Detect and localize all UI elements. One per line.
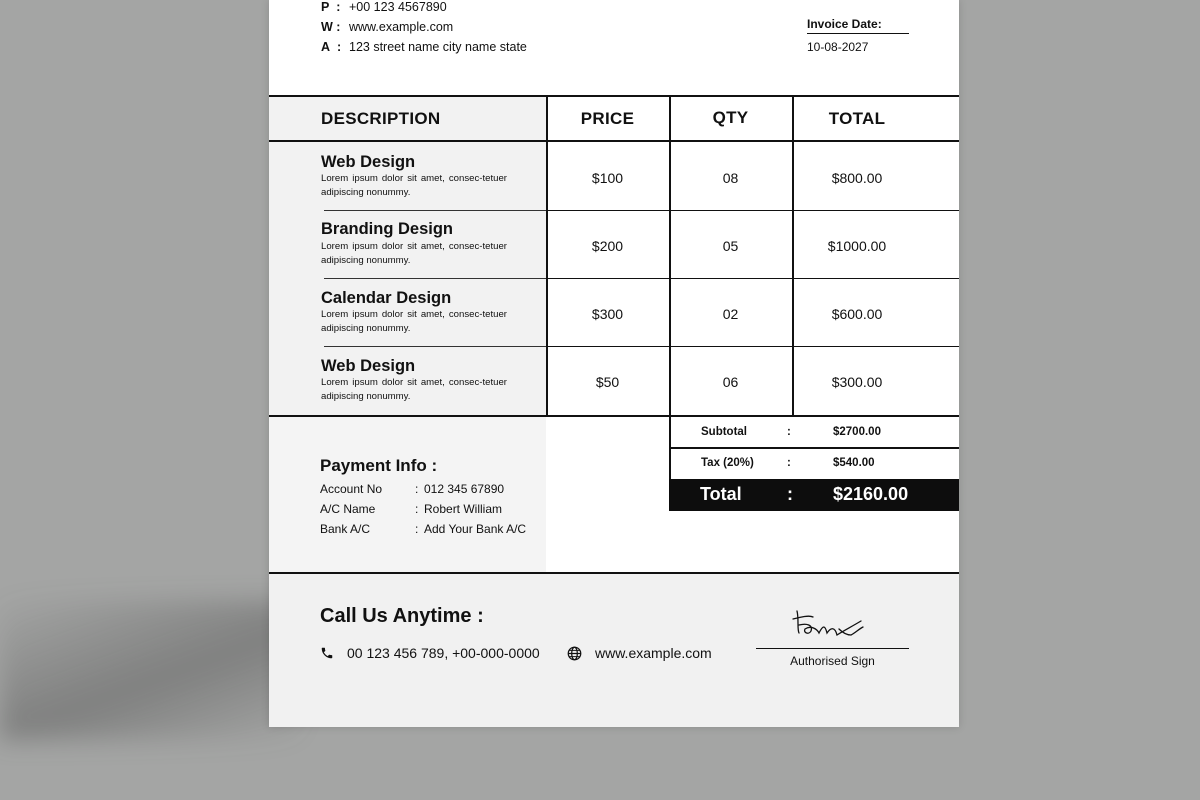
item-total: $1000.00 xyxy=(827,238,887,254)
column-divider xyxy=(546,95,548,416)
item-qty: 02 xyxy=(722,306,739,322)
summary-separator xyxy=(669,447,959,449)
row-separator xyxy=(324,346,548,347)
footer-website: www.example.com xyxy=(595,645,712,661)
item-title: Web Design xyxy=(321,357,416,375)
item-title: Calendar Design xyxy=(321,289,452,307)
item-total: $300.00 xyxy=(831,374,883,390)
row-separator xyxy=(546,278,959,279)
item-qty: 08 xyxy=(722,170,739,186)
payment-ac-name: A/C Name : Robert William xyxy=(320,502,503,516)
subtotal-colon: : xyxy=(787,426,791,438)
item-qty: 06 xyxy=(722,374,739,390)
header-qty: QTY xyxy=(712,108,749,127)
subtotal-row: Subtotal xyxy=(701,426,747,438)
total-bar xyxy=(669,479,959,511)
table-top-border xyxy=(269,95,959,97)
item-description: Lorem ipsum dolor sit amet, consec-tetuer adipiscing nonummy. xyxy=(321,241,507,266)
item-price: $300 xyxy=(591,306,624,322)
payment-account-no: Account No : 012 345 67890 xyxy=(320,482,505,496)
row-separator xyxy=(324,210,548,211)
item-title: Web Design xyxy=(321,153,416,171)
invoice-date: 10-08-2027 xyxy=(807,40,869,54)
item-title: Branding Design xyxy=(321,220,454,238)
item-description: Lorem ipsum dolor sit amet, consec-tetuer adipiscing nonummy. xyxy=(321,377,507,402)
item-price: $200 xyxy=(591,238,624,254)
column-divider xyxy=(792,95,794,416)
contact-phone: P : +00 123 4567890 xyxy=(321,0,447,14)
row-separator xyxy=(546,346,959,347)
row-separator xyxy=(546,210,959,211)
total-colon: : xyxy=(787,484,793,504)
signature-image xyxy=(791,605,877,645)
invoice-page xyxy=(269,0,959,727)
item-price: $50 xyxy=(595,374,620,390)
phone-icon xyxy=(320,646,334,660)
payment-bank-ac: Bank A/C : Add Your Bank A/C xyxy=(320,522,527,536)
contact-address: A : 123 street name city name state xyxy=(321,40,527,54)
payment-title: Payment Info : xyxy=(320,456,438,475)
call-title: Call Us Anytime : xyxy=(320,605,484,627)
item-qty: 05 xyxy=(722,238,739,254)
tax-colon: : xyxy=(787,457,791,469)
item-total: $800.00 xyxy=(831,170,883,186)
column-divider xyxy=(669,95,671,511)
signature-line xyxy=(756,648,909,649)
table-header-border xyxy=(269,140,959,142)
tax-label: Tax (20%) xyxy=(701,457,754,469)
contact-website: W : www.example.com xyxy=(321,20,454,34)
contact-key: W : xyxy=(321,20,341,34)
total-value: $2160.00 xyxy=(833,484,909,504)
signature-label: Authorised Sign xyxy=(790,654,875,668)
total-label: Total xyxy=(700,484,742,504)
phone-numbers: 00 123 456 789, +00-000-0000 xyxy=(347,645,540,661)
item-total: $600.00 xyxy=(831,306,883,322)
item-price: $100 xyxy=(591,170,624,186)
invoice-date-label: Invoice Date: xyxy=(807,17,909,34)
row-separator xyxy=(324,278,548,279)
globe-icon xyxy=(567,646,582,661)
contact-key: P : xyxy=(321,0,341,14)
contact-key: A : xyxy=(321,40,342,54)
header-total: TOTAL xyxy=(828,109,886,128)
tax-value: $540.00 xyxy=(833,457,875,469)
item-description: Lorem ipsum dolor sit amet, consec-tetuer adipiscing nonummy. xyxy=(321,309,507,334)
header-description: DESCRIPTION xyxy=(321,109,441,128)
item-description: Lorem ipsum dolor sit amet, consec-tetuer adipiscing nonummy. xyxy=(321,173,507,198)
header-price: PRICE xyxy=(580,109,635,128)
page-shadow xyxy=(0,600,300,740)
subtotal-value: $2700.00 xyxy=(833,426,881,438)
